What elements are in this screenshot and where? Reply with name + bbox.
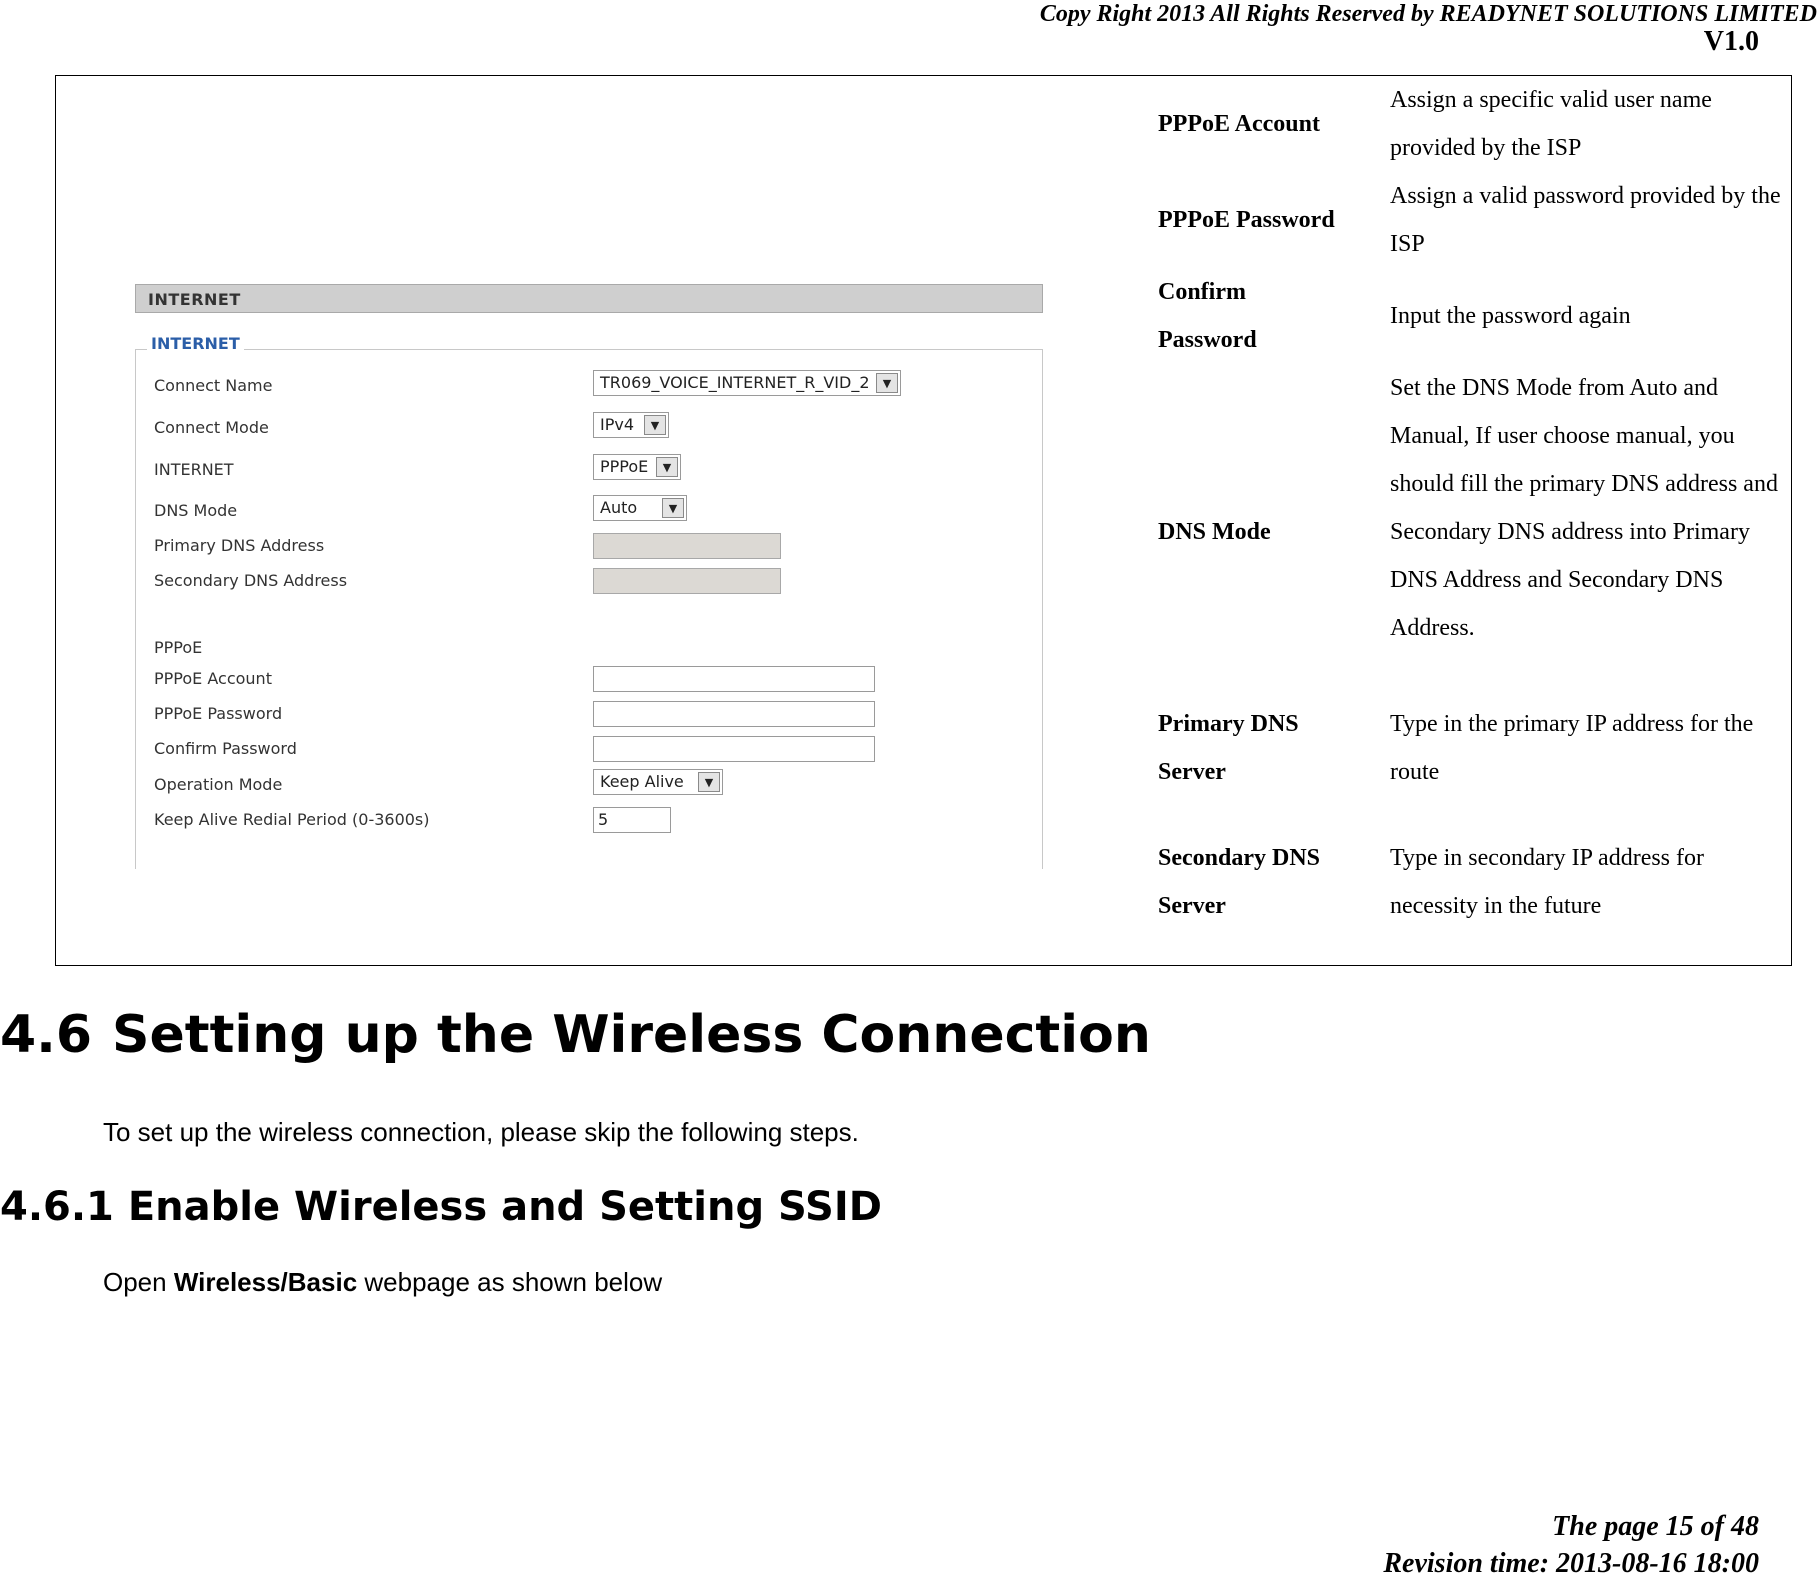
desc-name: DNS Mode: [1158, 519, 1271, 545]
open-prefix: Open: [103, 1267, 174, 1297]
section-title: Setting up the Wireless Connection: [112, 1005, 1151, 1065]
operation-mode-select[interactable]: [593, 769, 723, 795]
chevron-down-icon[interactable]: ▼: [656, 457, 678, 477]
dns-mode-select[interactable]: [593, 495, 687, 521]
internet-label: INTERNET: [154, 460, 234, 479]
pppoe-section-label: PPPoE: [154, 638, 203, 657]
desc-row-pppoe-password: [1158, 172, 1781, 268]
connect-name-value: TR069_VOICE_INTERNET_R_VID_2: [600, 373, 870, 392]
internet-title-bar: [135, 284, 1043, 313]
desc-row-pppoe-account: [1158, 76, 1778, 172]
desc-name: Secondary DNS Server: [1158, 845, 1321, 919]
dns-mode-value: Auto: [600, 498, 638, 517]
desc-name: Primary DNS Server: [1158, 711, 1299, 785]
desc-text: Set the DNS Mode from Auto and Manual, If user choose manual, you should fill the primary DNS address and Secondary DNS address into Primary DNS Address and Secondary DNS Address.: [1390, 375, 1778, 641]
pppoe-password-input[interactable]: [593, 701, 875, 727]
desc-text: Assign a valid password provided by the ISP: [1390, 183, 1781, 257]
primary-dns-label: Primary DNS Address: [154, 536, 325, 555]
connect-mode-value: IPv4: [600, 415, 635, 434]
desc-name: Confirm Password: [1158, 279, 1257, 353]
connect-name-label: Connect Name: [154, 376, 273, 395]
dns-mode-label: DNS Mode: [154, 501, 238, 520]
confirm-password-input[interactable]: [593, 736, 875, 762]
footer-revision: Revision time: 2013-08-16 18:00: [1383, 1548, 1759, 1579]
desc-name: PPPoE Password: [1158, 207, 1335, 233]
connect-mode-select[interactable]: [593, 412, 669, 438]
chevron-down-icon[interactable]: ▼: [698, 772, 720, 792]
internet-fieldset-legend: INTERNET: [147, 334, 244, 353]
desc-text: Assign a specific valid user name provided by the ISP: [1390, 87, 1712, 161]
operation-mode-label: Operation Mode: [154, 775, 283, 794]
footer-page: The page 15 of 48: [1552, 1511, 1759, 1542]
section-intro: To set up the wireless connection, please skip the following steps.: [103, 1117, 859, 1147]
desc-row-secondary-dns: [1158, 834, 1778, 930]
connect-mode-label: Connect Mode: [154, 418, 269, 437]
internet-select[interactable]: [593, 454, 681, 480]
chevron-down-icon[interactable]: ▼: [876, 373, 898, 393]
connect-name-select[interactable]: [593, 370, 901, 396]
desc-text: Type in secondary IP address for necessity in the future: [1390, 845, 1705, 919]
pppoe-account-label: PPPoE Account: [154, 669, 272, 688]
desc-text: Type in the primary IP address for the route: [1390, 711, 1754, 785]
chevron-down-icon[interactable]: ▼: [662, 498, 684, 518]
keep-alive-period-input[interactable]: 5: [593, 807, 671, 833]
desc-row-dns-mode: [1158, 364, 1778, 700]
internet-value: PPPoE: [600, 457, 649, 476]
operation-mode-value: Keep Alive: [600, 772, 684, 791]
open-suffix: webpage as shown below: [357, 1267, 663, 1297]
pppoe-account-input[interactable]: [593, 666, 875, 692]
desc-text: Input the password again: [1390, 303, 1631, 329]
desc-row-primary-dns: [1158, 700, 1778, 796]
subsection-heading: 4.6.1 Enable Wireless and Setting SSID: [0, 1184, 882, 1230]
section-number: 4.6: [0, 1005, 93, 1065]
chevron-down-icon[interactable]: ▼: [644, 415, 666, 435]
pppoe-password-label: PPPoE Password: [154, 704, 283, 723]
primary-dns-input: [593, 533, 781, 559]
desc-name: PPPoE Account: [1158, 111, 1320, 137]
internet-settings-screenshot: [135, 284, 1045, 869]
secondary-dns-label: Secondary DNS Address: [154, 571, 348, 590]
keep-alive-period-label: Keep Alive Redial Period (0-3600s): [154, 810, 430, 829]
section-heading: [0, 1005, 1151, 1065]
desc-row-confirm-password: [1158, 268, 1778, 364]
confirm-password-label: Confirm Password: [154, 739, 297, 758]
open-instruction: [103, 1267, 662, 1297]
header-version: V1.0: [1703, 26, 1759, 57]
internet-title-bar-label: INTERNET: [148, 290, 241, 309]
secondary-dns-input: [593, 568, 781, 594]
header-copyright: Copy Right 2013 All Rights Reserved by READYNET SOLUTIONS LIMITED: [1039, 1, 1817, 27]
open-menu-path: Wireless/Basic: [173, 1267, 358, 1297]
